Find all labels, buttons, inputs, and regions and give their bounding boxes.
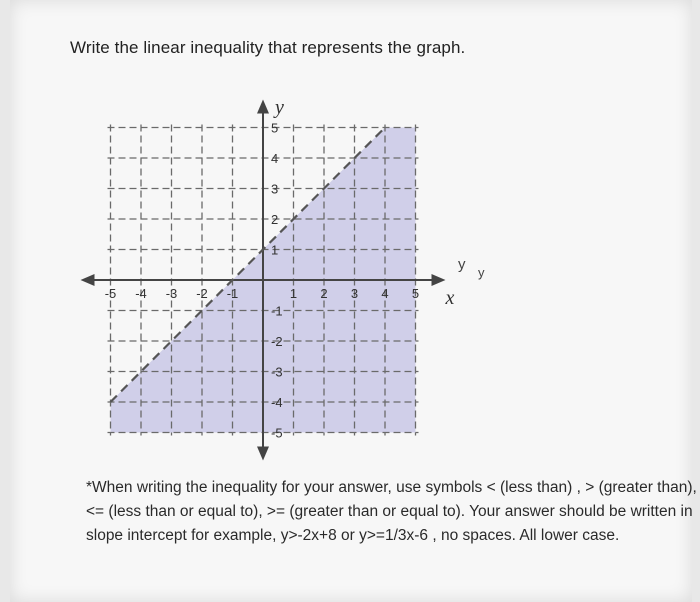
question-card [10,0,697,602]
x-tick-label: 2 [320,286,328,301]
y-tick-label: 5 [271,120,279,136]
x-tick-label: -2 [196,286,208,301]
y-legend-large: y [458,256,466,273]
y-axis-label: y [275,96,284,119]
x-tick-label: -1 [226,286,239,301]
y-axis-arrow-up [257,100,269,114]
y-tick-label: 2 [271,212,279,227]
y-tick-label: -4 [271,395,283,410]
x-tick-label: -5 [104,286,117,301]
x-tick-label: -4 [135,286,147,301]
x-tick-label: -3 [165,286,178,301]
y-tick-label: -5 [271,425,283,441]
x-axis-arrow-left [81,274,95,286]
x-tick-label: 5 [411,286,420,301]
y-tick-label: -2 [271,334,283,349]
y-tick-label: 1 [271,242,279,258]
x-axis-label: x [445,287,455,309]
x-tick-label: 1 [289,286,298,301]
y-legend-small: y [478,265,485,280]
y-tick-label: -1 [271,303,283,319]
x-axis-arrow-right [432,274,446,286]
y-tick-label: -3 [271,364,283,380]
coordinate-graph [78,80,455,460]
y-tick-label: 3 [271,181,279,197]
x-tick-label: 3 [350,286,359,301]
y-axis-arrow-down [257,447,269,461]
x-tick-label: 4 [381,286,389,301]
y-tick-label: 4 [271,151,279,166]
question-text: Write the linear inequality that represents the graph. [70,38,466,57]
answer-instructions: *When writing the inequality for your answer, use symbols < (less than) , > (greater than), <= (less than or equal to), >= (greater than or equal to). Your answer should be written in slope intercept for example, y>-2x+8 or y>=1/3x-6 , no spaces. All lower case. [86,479,697,544]
